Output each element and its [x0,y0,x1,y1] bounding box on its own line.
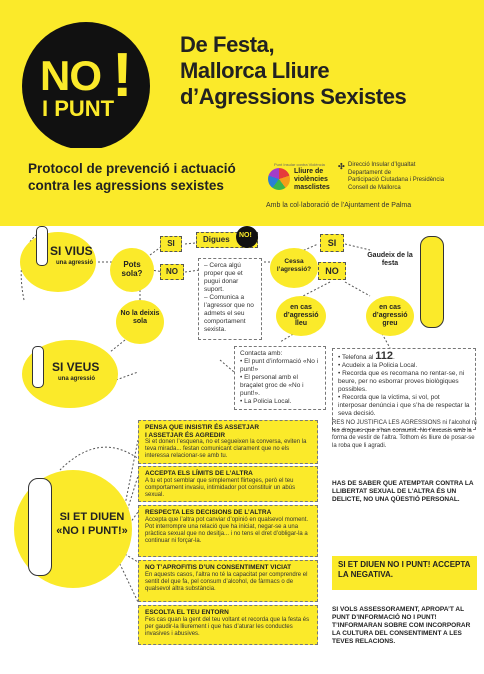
no-badge-text: NO! [239,232,252,239]
gaudeix-label: Gaudeix de la festa [367,252,413,267]
protocol-title: Protocol de prevenció i actuació contra les agressions sexistes [28,161,236,193]
pots-sola-label: Pots sola? [121,260,143,278]
logo-exclamation: ! [112,41,133,110]
lleu-label: en cas d’agressió lleu [283,304,319,327]
advice-insistir: PENSA QUE INSISTIR ÉS ASSETJAR I ASSETJAR ÉS AGREDIR Si et donen l’esquena, no et segueixen la conversa, eviten la teva mirada... festan comunicant clarament que no els interessa relacionar-se amb tu. [138,420,318,464]
logo-punt-text: I PUNT [42,96,115,121]
advice-info-text: SI VOLS ASSESSORAMENT, APROPA’T AL PUNT D’INFORMACIÓ NO I PUNT! T’INFORMARAN SOBRE COM INCORPORAR LA CULTURA DEL CONSENTIMENT A LES TEVES RELACIONS. [332,606,471,645]
no-right-pill: NO [318,262,346,280]
advice-box-left: – Cerca algú proper que et pugui donar suport. – Comunica a l’agressor que no admets el seu comportament sexista. [198,258,262,340]
digues-pill: Digues [196,232,258,248]
emergency-number: 112 [375,350,393,362]
justify-text: RES NO JUSTIFICA LES AGRESSIONS ni l’alcohol ni les drogues que s’han consumit. No t’excusis amb la forma de vestir de l’altra. Tothom és lliure de posar-se la roba que li agradi. [332,420,477,449]
page-title: De Festa, Mallorca Lliure d’Agressions Sexistes [180,32,407,109]
advice-listen: ESCOLTA EL TEU ENTORN Fes cas quan la gent del teu voltant et recorda que la festa és per gaudir-la lliurement i que has d’aturar les conductes invasives i abusives. [138,605,318,645]
no-la-deixis-label: No la deixis sola [120,310,160,325]
brand-name: Lliure de violències masclistes [294,168,330,191]
si-et-diuen-label: SI ET DIUEN «NO I PUNT!» [56,511,128,537]
celebrating-woman-icon [420,236,444,328]
si-vius-sub: una agressió [56,260,94,266]
si-veus-sub: una agressió [58,376,96,382]
institution-text: ✣ Direcció Insular d’Igualtat Departament de Participació Ciutadana i Presidència Consell de Mallorca [338,162,445,191]
greu-box: • Telefona al 112. • Acudeix a la Policia Local. • Recorda que es recomana no rentar-se, ni beure, per no esborrar proves biològiques possibles. • Recorda que la víctima, si vol, pot interposar denúncia i que s’ha de respectar la seva decisió. [332,348,476,430]
woman-figure-icon [36,226,48,266]
si-veus-label: SI VEUS [52,360,100,374]
cessa-label: Cessa l’agressió? [276,258,312,273]
observer-figure-icon [32,346,44,388]
logo-no-text: NO [40,52,101,99]
si-left-pill: SI [160,236,182,252]
advice-consent: NO T’APROFITIS D’UN CONSENTIMENT VICIAT En aquests casos, l’altra no té la capacitat per comprendre el sentit del que fa, pel consum d’alcohol, de fàrmacs o de qualsevol altra substància. [138,560,318,602]
collaboration-text: Amb la col·laboració de l’Ajuntament de Palma [266,202,412,209]
si-right-pill: SI [320,234,344,252]
accept-negative-box: SI ET DIUEN NO I PUNT! ACCEPTA LA NEGATIVA. [332,556,477,590]
man-figure-icon [28,478,52,576]
greu-label: en cas d’agressió greu [372,304,408,327]
no-left-pill: NO [160,264,184,280]
crime-text: HAS DE SABER QUE ATEMPTAR CONTRA LA LLIBERTAT SEXUAL DE L’ALTRA ÉS UN DELICTE, NO UNA QÜESTIÓ PERSONAL. [332,480,474,503]
advice-decisions: RESPECTA LES DECISIONS DE L’ALTRA Accepta que l’altra pot canviar d’opinió en qualsevol moment. Pot interrompre una relació que ha iniciat, negar-se a una pràctica sexual que no desitja... i no tens el dret d’obligar-la a continuar ni forçar-la. [138,505,318,557]
si-vius-label: SI VIUS [50,244,93,258]
crest-icon: ✣ [338,162,345,171]
subheader: Protocol de prevenció i actuació contra les agressions sexistes Punt Insular contra Violència Lliure de violències masclistes ✣ Direcció Insular d’Igualtat Departament de Participació Ciutadana i Presidència Consell de Mallorca Amb la col·laboració de l’Ajuntament de Palma [0,148,484,226]
advice-limits: ACCEPTA ELS LÍMITS DE L’ALTRA A tu et pot semblar que simplement flirteges, però el teu comportament invasiu, intimidador pot constituir un abús sexual. [138,466,318,502]
contacta-box: Contacta amb: • El punt d’informació «No i punt!» • El personal amb el braçalet groc de «No i punt!». • La Policia Local. [234,346,326,410]
